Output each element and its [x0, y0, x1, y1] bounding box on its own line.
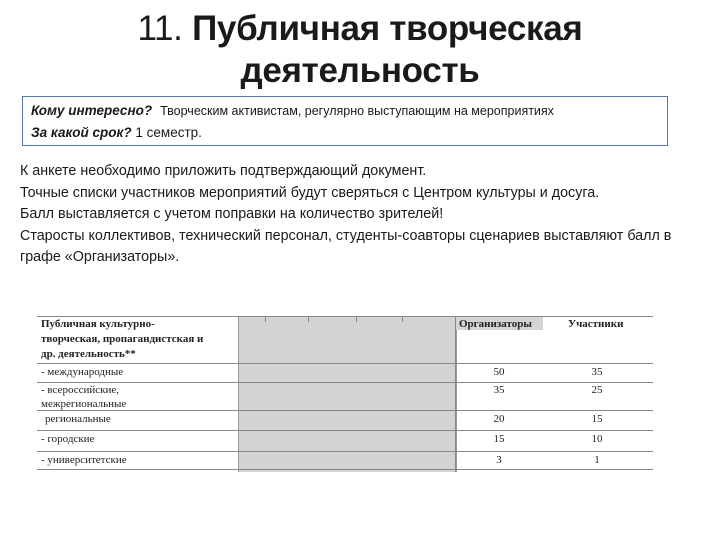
body-line-2: Точные списки участников мероприятий будут сверяться с Центром культуры и досуга. [20, 184, 600, 201]
table-rule [37, 410, 653, 411]
table-header-line-2: творческая, пропагандистская и [41, 333, 204, 345]
table-header-line-1: Публичная культурно- [41, 318, 155, 330]
title-line-1 [0, 8, 720, 50]
row-part-value: 1 [594, 454, 600, 466]
table-header-line-3: др. деятельность** [41, 348, 136, 360]
row-label: - всероссийские, [41, 384, 119, 396]
slide-title [0, 8, 720, 92]
row-org-value: 3 [496, 454, 502, 466]
table-rule [37, 382, 653, 383]
body-line-1: К анкете необходимо приложить подтверждающий документ. [20, 163, 427, 179]
table-tick [402, 316, 403, 322]
info-row-1 [31, 100, 659, 122]
table-tick [356, 316, 357, 322]
row-org-value: 50 [493, 366, 505, 378]
row-label-cont: межрегиональные [41, 398, 127, 410]
title-text-1: Публичная творческая [192, 9, 583, 48]
table-rule [37, 451, 653, 452]
row-org-value: 20 [493, 413, 505, 425]
row-label: - университетские [41, 454, 127, 466]
row-part-value: 25 [591, 384, 603, 396]
row-part-value: 35 [591, 366, 603, 378]
row-label: - международные [41, 366, 124, 378]
score-table [37, 314, 653, 472]
row-org-value: 15 [493, 433, 505, 445]
row-part-value: 10 [591, 433, 603, 445]
info-box [22, 96, 668, 146]
row-org-value: 35 [493, 384, 505, 396]
question-who: Кому интересно? [31, 103, 153, 118]
table-gray-block [238, 316, 457, 472]
row-label: - городские [41, 433, 95, 445]
title-line-2: деятельность [240, 51, 480, 90]
body-line-4: Старосты коллективов, технический персонал, студенты-соавторы сценариев выставляют балл в графе «Организаторы». [20, 227, 672, 265]
info-row-2 [31, 122, 659, 143]
answer-term: 1 семестр. [135, 125, 202, 140]
row-label: региональные [45, 413, 111, 425]
table-col-divider [455, 316, 456, 472]
table-tick [265, 316, 266, 322]
table-tick [308, 316, 309, 322]
table-rule [37, 363, 653, 364]
body-line-3: Балл выставляется с учетом поправки на количество зрителей! [20, 206, 444, 222]
question-term: За какой срок? [31, 125, 132, 140]
answer-who: Творческим активистам, регулярно выступающим на мероприятиях [160, 104, 554, 118]
col-org-header: Организаторы [459, 318, 532, 330]
title-number: 11. [137, 9, 183, 48]
table-rule-bottom [37, 469, 653, 470]
col-part-header: Участники [568, 318, 624, 330]
row-part-value: 15 [591, 413, 603, 425]
body-text [20, 161, 710, 269]
table-rule [37, 430, 653, 431]
table-rule-top [37, 316, 653, 317]
